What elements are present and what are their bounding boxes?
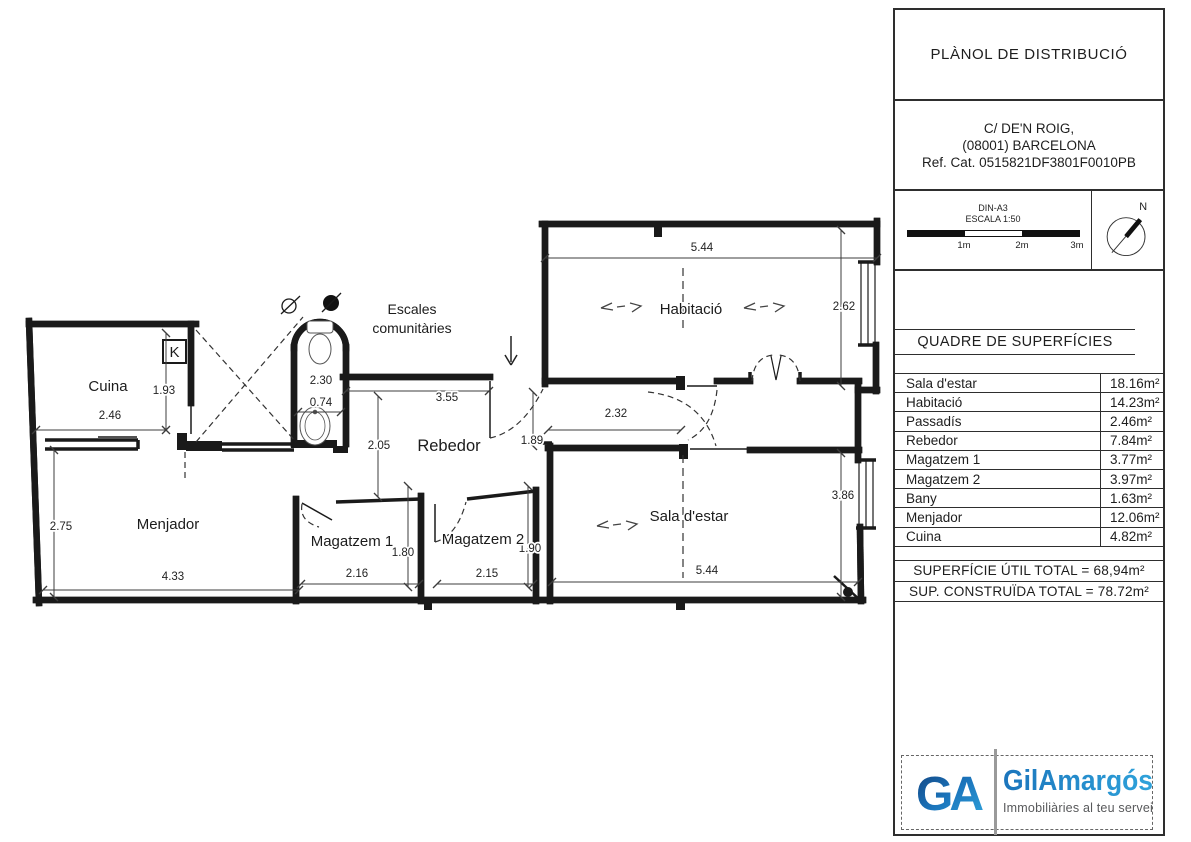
dim-cuina-width: 2.46 — [98, 410, 122, 422]
room-label-magatzem2: Magatzem 2 — [441, 531, 525, 548]
wall-blocks — [177, 224, 856, 610]
table-row — [895, 528, 1163, 547]
dim-rebedor-top: 3.55 — [435, 392, 459, 404]
property-address — [895, 101, 1163, 191]
dim-magatzem2-height: 1.90 — [518, 543, 542, 555]
entrance-arrow-icon — [505, 336, 517, 365]
room-area-cell: 3.97m² — [1110, 471, 1153, 487]
room-name-cell: Passadís — [895, 412, 1101, 430]
room-name-cell: Rebedor — [895, 432, 1101, 450]
address-line-2: (08001) BARCELONA — [962, 137, 1096, 153]
table-row — [895, 489, 1163, 508]
scale-label: ESCALA 1:50 — [965, 214, 1021, 224]
dim-magatzem1-width: 2.16 — [345, 568, 369, 580]
dim-magatzem1-height: 1.80 — [391, 547, 415, 559]
room-label-magatzem1: Magatzem 1 — [310, 533, 394, 550]
areas-table-header-text: QUADRE DE SUPERFÍCIES — [917, 334, 1113, 350]
scale-ticks — [907, 237, 1084, 251]
format-scale-row — [895, 191, 1163, 271]
label-escales-line1: Escales — [387, 301, 437, 317]
scale-bar-segment — [1022, 230, 1080, 237]
toilet-tank — [307, 321, 333, 333]
table-row — [895, 470, 1163, 489]
paper-format: DIN-A3 — [978, 203, 1008, 213]
areas-table — [895, 373, 1163, 547]
table-row — [895, 451, 1163, 470]
door-swing — [648, 392, 716, 446]
total-useful-area: SUPERFÍCIE ÚTIL TOTAL = 68,94m² — [895, 561, 1163, 582]
scale-tick-3m: 3m — [1070, 240, 1084, 251]
dim-rebedor-height: 2.05 — [367, 440, 391, 452]
plan-title-text: PLÀNOL DE DISTRIBUCIÓ — [930, 46, 1128, 63]
toilet-bowl — [309, 334, 331, 364]
table-row — [895, 412, 1163, 431]
scale-bar-segment — [965, 230, 1022, 237]
dim-cuina-height: 1.93 — [152, 385, 176, 397]
compass-icon — [1092, 191, 1163, 269]
dim-habitacio-height: 2.62 — [832, 301, 856, 313]
table-row — [895, 432, 1163, 451]
scale-bar-block — [895, 191, 1091, 269]
address-line-3: Ref. Cat. 0515821DF3801F0010PB — [922, 154, 1136, 170]
room-area-cell: 7.84m² — [1110, 433, 1153, 449]
logo-monogram: GA — [916, 768, 980, 821]
direction-symbol-icon — [597, 521, 637, 530]
logo-tagline: Immobiliàries al teu servei — [1003, 800, 1153, 815]
room-area-cell: 18.16m² — [1110, 375, 1160, 391]
north-compass — [1091, 191, 1163, 269]
direction-symbol-icon — [601, 303, 641, 312]
room-area-cell: 12.06m² — [1110, 509, 1160, 525]
door-swing — [688, 390, 717, 440]
total-built-area: SUP. CONSTRUÏDA TOTAL = 78.72m² — [908, 583, 1149, 599]
room-area-cell: 1.63m² — [1110, 490, 1153, 506]
scale-tick-1m: 1m — [957, 240, 971, 251]
french-door-swing — [752, 355, 773, 381]
room-label-habitacio: Habitació — [659, 301, 723, 318]
table-row — [895, 393, 1163, 412]
totals-box — [895, 560, 1163, 602]
dim-magatzem2-width: 2.15 — [475, 568, 499, 580]
window-habitacio — [861, 262, 875, 345]
scale-bar-segment — [907, 230, 965, 237]
riser-symbols — [281, 293, 341, 314]
logo-monogram-icon — [904, 758, 992, 828]
table-row — [895, 374, 1163, 393]
room-label-sala-destar: Sala d'estar — [649, 508, 729, 525]
dim-passadis-width: 2.32 — [604, 408, 628, 420]
logo-name-block — [1002, 756, 1158, 826]
scale-bar — [907, 230, 1080, 237]
company-logo — [901, 755, 1153, 830]
dim-passadis-height: 1.89 — [520, 435, 544, 447]
room-name-cell: Magatzem 1 — [895, 451, 1101, 469]
room-area-cell: 2.46m² — [1110, 413, 1153, 429]
room-area-cell: 14.23m² — [1110, 394, 1160, 410]
dim-menjador-height: 2.75 — [49, 521, 73, 533]
scale-tick-2m: 2m — [1015, 240, 1029, 251]
room-name-cell: Habitació — [895, 393, 1101, 411]
room-area-cell: 3.77m² — [1110, 452, 1153, 468]
entry-door-swing — [490, 389, 543, 438]
room-name-cell: Bany — [895, 489, 1101, 507]
room-label-rebedor: Rebedor — [417, 437, 481, 455]
door-leaves — [98, 356, 861, 601]
window-sala — [859, 460, 873, 528]
stairwell-cross — [196, 317, 303, 442]
room-label-cuina: Cuina — [88, 378, 128, 395]
room-name-cell: Sala d'estar — [895, 374, 1101, 392]
dim-bany-length: 2.30 — [309, 375, 333, 387]
logo-name: GilAmargós — [1003, 765, 1153, 797]
french-door-swing — [779, 355, 800, 381]
logo-divider — [994, 749, 997, 835]
title-block-panel — [893, 8, 1165, 836]
kitchen-marker-label: K — [169, 344, 180, 361]
room-name-cell: Menjador — [895, 508, 1101, 526]
plan-title — [895, 10, 1163, 101]
room-name-cell: Cuina — [895, 528, 1101, 546]
areas-table-header — [895, 329, 1135, 355]
room-area-cell: 4.82m² — [1110, 529, 1153, 545]
table-row — [895, 508, 1163, 527]
dim-sala-height: 3.86 — [831, 490, 855, 502]
north-label: N — [1139, 201, 1148, 214]
dim-bany-width: 0.74 — [309, 397, 333, 409]
room-label-menjador: Menjador — [136, 516, 200, 533]
direction-symbol-icon — [744, 303, 784, 312]
dim-habitacio-width: 5.44 — [690, 242, 714, 254]
dim-sala-width: 5.44 — [695, 565, 719, 577]
room-name-cell: Magatzem 2 — [895, 470, 1101, 488]
label-escales-line2: comunitàries — [372, 320, 452, 336]
address-line-1: C/ DE'N ROIG, — [983, 120, 1075, 136]
dim-menjador-width: 4.33 — [161, 571, 185, 583]
